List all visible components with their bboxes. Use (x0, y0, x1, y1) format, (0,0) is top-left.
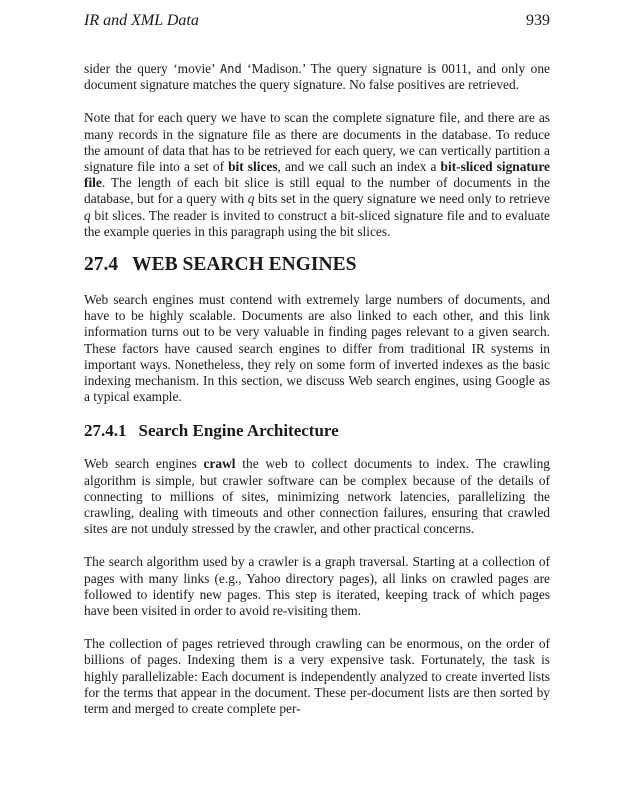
and-keyword: And (220, 62, 242, 76)
term-bit-sliced-signature-file: bit-sliced signature file (84, 159, 550, 191)
var-q: q (84, 207, 91, 223)
paragraph-6: The collection of pages retrieved through crawling can be enormous, on the order of billions of pages. Indexing them is a very expensive task. Fortunately, the task is highly parallelizable: Each document is independently analyzed to create inverted lists for the terms that appear in the document. These per-document lists are then sorted by term and merged to create complete per- (84, 636, 550, 717)
paragraph-4: Web search engines crawl the web to collect documents to index. The crawling algorithm is simple, but crawler software can be complex because of the details of connecting to millions of sites, minimizing network latencies, parallelizing the crawling, dealing with timeouts and other connection failures, ensuring that crawled sites are not unduly stressed by the crawler, and other practical concerns. (84, 456, 550, 537)
running-header (84, 12, 550, 34)
paragraph-1: sider the query ‘movie’ And ‘Madison.’ The query signature is 0011, and only one document signature matches the query signature. No false positives are retrieved. (84, 61, 550, 93)
subsection-heading (84, 421, 550, 441)
paragraph-3: Web search engines must contend with extremely large numbers of documents, and have to be highly scalable. Documents are also linked to each other, and this link information turns out to be very valuable in finding pages relevant to a given search. These factors have caused search engines to differ from traditional IR systems in important ways. Nonetheless, they rely on some form of inverted indexes as the basic indexing mechanism. In this section, we discuss Web search engines, using Google as a typical example. (84, 292, 550, 405)
header-title: IR and XML Data (84, 12, 199, 29)
paragraph-2: Note that for each query we have to scan the complete signature file, and there are as many records in the signature file as there are documents in the database. To reduce the amount of data that has to be retrieved for each query, we can vertically partition a signature file into a set of bit slices, and we call such an index a bit-sliced signature file. The length of each bit slice is still equal to the number of documents in the database, but for a query with q bits set in the query signature we need only to retrieve q bit slices. The reader is invited to construct a bit-sliced signature file and to evaluate the example queries in this paragraph using the bit slices. (84, 110, 550, 239)
section-title: WEB SEARCH ENGINES (132, 254, 357, 276)
page-number: 939 (526, 12, 550, 29)
term-bit-slices: bit slices (228, 159, 278, 175)
section-heading (84, 254, 550, 276)
subsection-title: Search Engine Architecture (138, 421, 339, 441)
body-text (84, 61, 550, 717)
section-number: 27.4 (84, 254, 119, 276)
var-q: q (247, 191, 255, 207)
subsection-number: 27.4.1 (84, 421, 127, 441)
paragraph-5: The search algorithm used by a crawler is a graph traversal. Starting at a collection of pages with many links (e.g., Yahoo directory pages), all links on crawled pages are followed to identify new pages. This step is iterated, keeping track of which pages have been visited in order to avoid re-visiting them. (84, 554, 550, 619)
term-crawl: crawl (203, 456, 236, 472)
